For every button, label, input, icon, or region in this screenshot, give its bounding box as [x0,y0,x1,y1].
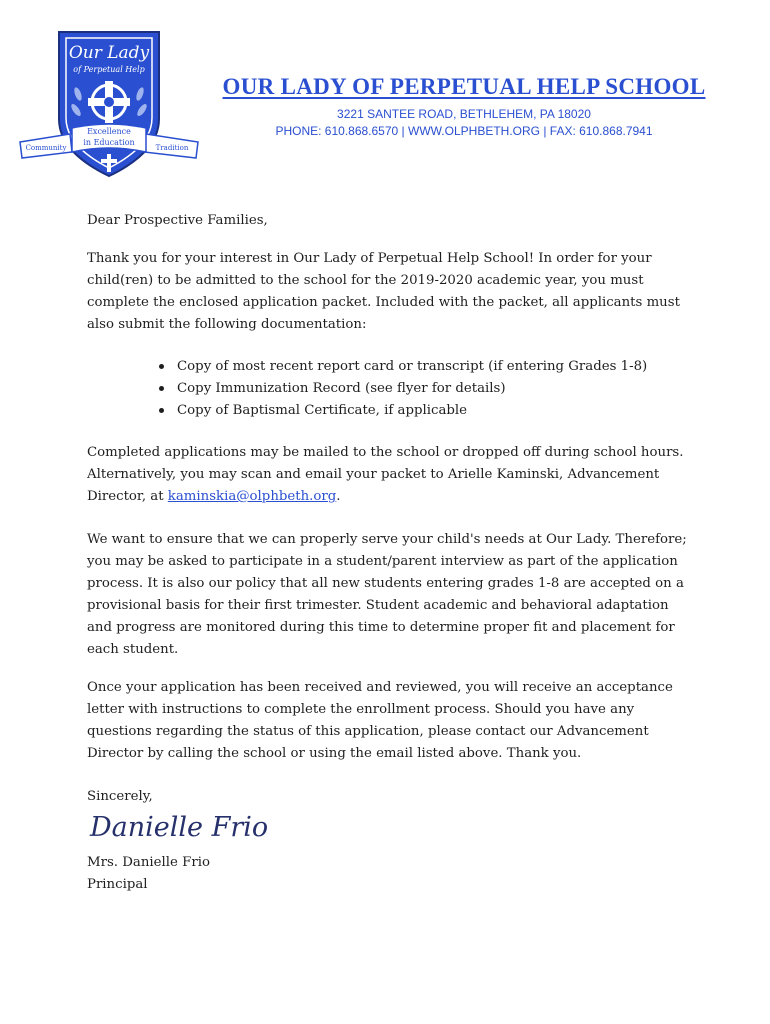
crest-ribbon-center-2: in Education [83,138,135,147]
salutation: Dear Prospective Families, [87,213,268,228]
school-address: 3221 SANTEE ROAD, BETHLEHEM, PA 18020 [337,107,591,121]
list-item: Copy of most recent report card or transcript (if entering Grades 1-8) [177,356,770,378]
required-documents-list [87,356,770,422]
signer-name: Mrs. Danielle Frio [87,855,210,870]
advancement-email-link[interactable]: kaminskia@olphbeth.org [167,489,337,504]
school-contact-line: PHONE: 610.868.6570 | WWW.OLPHBETH.ORG | FAX: 610.868.7941 [275,124,653,138]
closing: Sincerely, [87,789,153,804]
crest-ribbon-center-1: Excellence [87,127,131,136]
handwritten-signature [86,802,286,848]
crest-ribbon-left: Community [25,144,67,152]
signature-text: Danielle Frio [90,812,269,843]
intro-paragraph [87,248,687,336]
crest-title: Our Lady [68,43,150,63]
school-crest-logo [14,24,204,184]
submission-paragraph-text [87,442,687,508]
submission-text-before: Completed applications may be mailed to the school or dropped off during school hours. Alternatively, you may scan and email your packet to Arielle Kaminski, Advancement Director, at [87,445,684,504]
list-item: Copy of Baptismal Certificate, if applicable [177,400,770,422]
crest-subtitle: of Perpetual Help [73,65,145,74]
signer-title: Principal [87,877,148,892]
interview-policy-text: We want to ensure that we can properly serve your child's needs at Our Lady. Therefore; you may be asked to participate in a student/parent interview as part of the application process. It is also our policy that all new students entering grades 1-8 are accepted on a provisional basis for their first trimester. Student academic and behavioral adaptation and progress are monitored during this time to determine proper fit and placement for each student. [87,532,687,657]
list-item: Copy Immunization Record (see flyer for details) [177,378,770,400]
acceptance-paragraph [87,677,687,765]
acceptance-paragraph-text: Once your application has been received and reviewed, you will receive an acceptance letter with instructions to complete the enrollment process. Should you have any questions regarding the status of this application, please contact our Advancement Director by calling the school or using the email listed above. Thank you. [87,680,673,761]
submission-paragraph [87,442,687,508]
crest-ribbon-right: Tradition [155,144,189,152]
interview-policy-paragraph [87,529,687,661]
intro-paragraph-text: Thank you for your interest in Our Lady of Perpetual Help School! In order for your child(ren) to be admitted to the school for the 2019-2020 academic year, you must complete the enclosed application packet. Included with the packet, all applicants must also submit the following documentation: [87,251,680,332]
submission-text-after: . [336,489,341,504]
school-name: OUR LADY OF PERPETUAL HELP SCHOOL [222,74,706,99]
